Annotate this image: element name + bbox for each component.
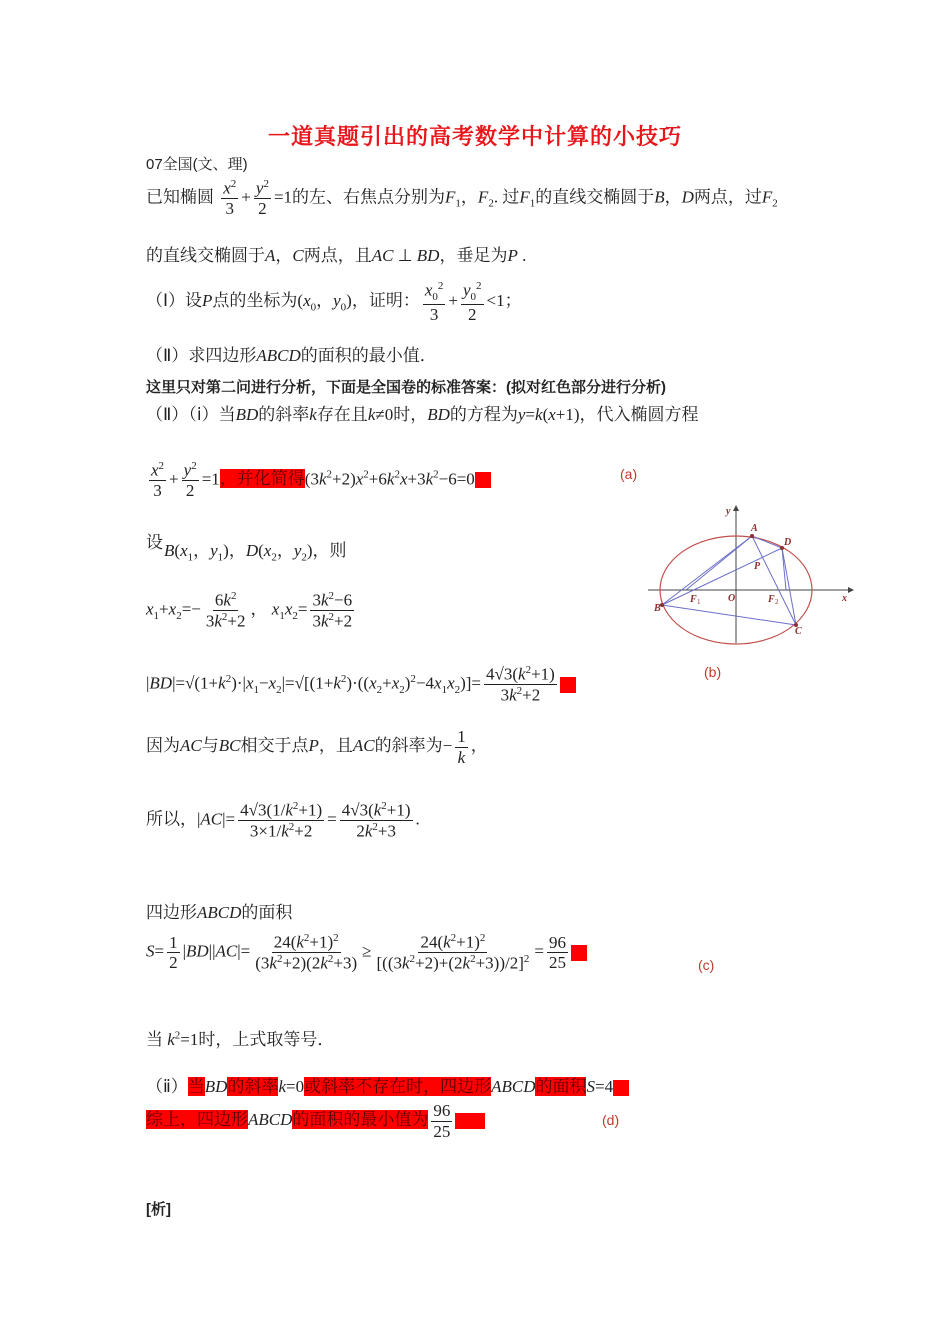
highlight-text: 综上，四边形 [146, 1109, 248, 1129]
text: 时，上式取等号． [198, 1030, 335, 1049]
fraction: $\frac{96}{25}$ [548, 932, 566, 973]
line-ac [752, 536, 796, 625]
tag-a: (a) [620, 466, 638, 482]
highlight-marker [613, 1080, 629, 1096]
text: 已知椭圆 [146, 187, 214, 207]
text: （Ⅱ）（ⅰ）当 [146, 405, 236, 424]
text: 的左、右焦点分别为 [292, 187, 446, 207]
fraction: $\frac{1}{k}$ [457, 727, 466, 767]
text: 点的坐标为 [212, 291, 298, 311]
problem-line-1: 已知椭圆 $\frac{x^2}{3}$ + $\frac{y^2}{2}$ =1的左、右焦点分别为$F_1$，$F_2$. 过$F_1$的直线交椭圆于B，D两点，过$F_2$ [146, 178, 778, 219]
text: 因为 [146, 735, 180, 755]
solution-ii: （ⅱ）当BD的斜率k=0或斜率不存在时，四边形ABCD的面积S=4 [146, 1072, 629, 1097]
fraction: $\frac{96}{25}$ [433, 1101, 451, 1141]
highlight-text: 的斜率 [227, 1077, 279, 1096]
analysis-label: [析] [146, 1201, 171, 1218]
fraction: $\frac{4√3(k^2+1)}{2k^2+3}$ [341, 800, 411, 841]
solution-ac: 所以，|AC|= $\frac{4√3(1/k^2+1)}{3\times 1/k^2+2}$ = $\frac{4√3(k^2+1)}{2k^2+3}$ . [146, 800, 420, 841]
text: 与 [201, 735, 219, 755]
text: 的斜率 [258, 405, 310, 424]
highlight-text: 的面积的最小值为 [292, 1109, 429, 1129]
text: ，证明： [351, 291, 420, 311]
x-axis-arrow [848, 587, 854, 593]
text: （Ⅱ）求四边形 [146, 346, 257, 365]
highlight-marker [475, 472, 491, 488]
text: 四边形 [146, 903, 197, 922]
text: 存在且 [316, 405, 368, 424]
text: （ⅱ） [146, 1077, 188, 1096]
label-p: P [754, 561, 761, 572]
solution-points: $B(x_1$，$y_1$)，$D(x_2$，$y_2$)，则 [164, 541, 347, 564]
point-a [750, 534, 754, 538]
page-title: 一道真题引出的高考数学中计算的小技巧 [267, 125, 682, 150]
text: 的斜率为 [374, 735, 443, 755]
text: 两点，且 [303, 246, 372, 265]
text: 的面积的最小值． [300, 346, 437, 365]
label-c: C [795, 626, 802, 637]
label-d: D [784, 537, 792, 548]
fraction: $\frac{4√3(1/k^2+1)}{3\times 1/k^2+2}$ [240, 800, 323, 841]
label-x: x [842, 593, 847, 604]
text: 时， [393, 405, 428, 424]
sub-2: 2 [775, 598, 779, 606]
text: 的直线交椭圆于 [535, 187, 655, 207]
question-1: （Ⅰ）设P点的坐标为($x_0$，$y_0$)，证明： $\frac{x_0^2}{3}$ + $\frac{y_0^2}{2}$ <1； [146, 280, 522, 324]
tag-c: (c) [698, 957, 715, 973]
line-ba [662, 536, 752, 605]
diagram-labels [653, 506, 847, 637]
fraction: $\frac{y^2}{2}$ [255, 178, 269, 219]
solution-vieta: $x_1+x_2=-$ $\frac{6k^2}{3k^2+2}$ ， $x_1x_2=$ $\frac{3k^2-6}{3k^2+2}$ [146, 590, 353, 631]
label-f1: F [690, 594, 697, 605]
points [660, 534, 798, 627]
fraction: $\frac{1}{2}$ [169, 932, 178, 973]
text: 相交于点 [240, 735, 309, 755]
analysis-note: 这里只对第二问进行分析，下面是全国卷的标准答案：(拟对红色部分进行分析) [146, 379, 666, 396]
highlight-text: ，并化简得 [219, 469, 305, 489]
tag-b: (b) [704, 664, 722, 680]
source-label: 07全国(文、理) [146, 156, 248, 173]
text: ，垂足为 [439, 246, 508, 265]
solution-because: 因为AC与BC相交于点P，且AC的斜率为− $\frac{1}{k}$ ， [146, 727, 488, 767]
chords [662, 536, 796, 625]
ellipse-diagram [648, 503, 858, 645]
fraction: $\frac{4√3(k^2+1)}{3k^2+2}$ [486, 664, 555, 705]
text: 所以， [146, 809, 197, 829]
fraction: $\frac{x_0^2}{3}$ [424, 280, 444, 324]
text: ，代入椭圆方程 [579, 405, 699, 424]
line-bc [662, 605, 796, 625]
tag-d: (d) [602, 1112, 620, 1128]
fraction: $\frac{24(k^2+1)^2}{[((3k^2+2)+(2k^2+3))/2]^2}$ [376, 932, 530, 973]
fraction: $\frac{3k^2-6}{3k^2+2}$ [312, 590, 353, 631]
text: 的直线交椭圆于 [146, 246, 265, 265]
highlight-text: 的面积 [535, 1077, 587, 1096]
text: . 过 [493, 187, 520, 207]
text: （Ⅰ）设 [146, 291, 203, 311]
fraction: $\frac{24(k^2+1)^2}{(3k^2+2)(2k^2+3)}$ [255, 932, 358, 973]
question-2: （Ⅱ）求四边形ABCD的面积的最小值． [146, 346, 437, 365]
fraction: $\frac{6k^2}{3k^2+2}$ [205, 590, 246, 631]
fraction: $\frac{x^2}{3}$ [223, 178, 237, 219]
problem-line-2: 的直线交椭圆于A，C两点，且AC ⊥ BD，垂足为P . [146, 246, 527, 265]
text: 设 [146, 533, 163, 552]
solution-equality: 当 $k^2=1$时，上式取等号． [146, 1029, 335, 1049]
solution-eq-b: $|BD|=√(1+k^2)\cdot|x_1-x_2|=√[(1+k^2)\cdot((x_2+x_2)^2-4x_1x_2)]=$ $\frac{4√3(k^2+1)}{3k^2+2}$ [146, 664, 576, 705]
label-f2: F [768, 594, 775, 605]
solution-set [146, 528, 163, 553]
label-a: A [751, 523, 758, 534]
text: 的面积 [241, 903, 293, 922]
solution-line-1: （Ⅱ）（ⅰ）当BD的斜率k存在且k≠0时，BD的方程为y=k(x+1)，代入椭圆方程 [146, 405, 699, 424]
fraction: $\frac{y^2}{2}$ [183, 460, 197, 501]
highlight-text: 或斜率不存在时，四边形 [304, 1077, 492, 1096]
subscripts [697, 598, 779, 606]
fraction: $\frac{y_0^2}{2}$ [462, 280, 482, 324]
text: 当 [146, 1030, 163, 1049]
highlight-marker [571, 945, 587, 961]
solution-eq-a: $\frac{x^2}{3}$ + $\frac{y^2}{2}$ =1，并化简得$(3k^2+2)x^2+6k^2x+3k^2-6=0$ [146, 460, 491, 501]
highlight-marker [455, 1113, 485, 1129]
text: 两点，过 [693, 187, 762, 207]
text: 的方程为 [449, 405, 518, 424]
highlight-marker [560, 677, 576, 693]
line-dc [782, 548, 796, 625]
highlight-text: 当 [187, 1077, 205, 1096]
y-axis-arrow [733, 505, 739, 511]
line-bd [662, 548, 782, 605]
fraction: $\frac{x^2}{3}$ [151, 460, 165, 501]
solution-eq-c: S= $\frac{1}{2}$ |BD||AC|= $\frac{24(k^2+1)^2}{(3k^2+2)(2k^2+3)}$ ≥ $\frac{24(k^2+1)^2}{[((3k^2+2)+(2k^2+3))/2]^2}$ = $\frac{96}{25}$ [146, 932, 587, 973]
sub-1: 1 [697, 598, 701, 606]
text: ，且 [318, 735, 353, 755]
label-b: B [654, 603, 661, 614]
label-o: O [728, 593, 736, 604]
area-label: 四边形ABCD的面积 [146, 903, 293, 922]
solution-conclusion: 综上，四边形ABCD的面积的最小值为 $\frac{96}{25}$ [146, 1101, 485, 1141]
text: ，则 [312, 541, 347, 560]
label-y: y [726, 506, 731, 517]
